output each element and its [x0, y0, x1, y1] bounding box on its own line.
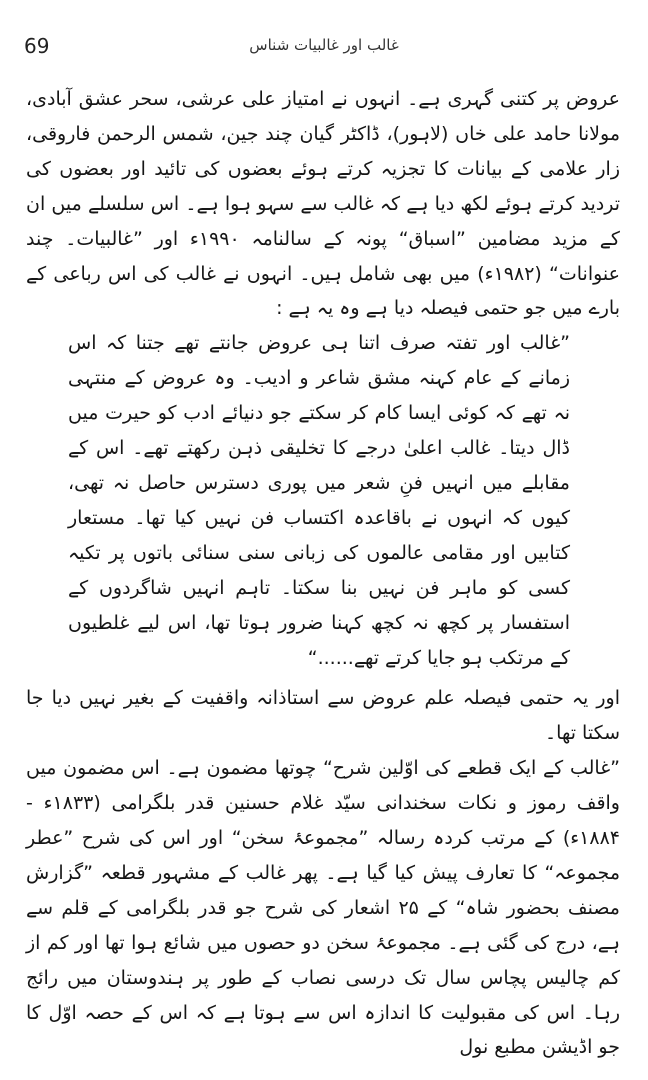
body-text	[26, 82, 620, 1060]
block-quote: ”غالب اور تفتہ صرف اتنا ہی عروض جانتے تھے جتنا کہ اس زمانے کے عام کہنہ مشق شاعر و ادیب۔ وہ عروض کے منتہی نہ تھے کہ کوئی ایسا کام کر سکتے جو دنیائے ادب کو حیرت میں ڈال دیتا۔ غالب اعلیٰ درجے کا تخلیقی ذہن رکھتے تھے۔ اس کے مقابلے میں انہیں فنِ شعر میں پوری دسترس حاصل نہ تھی، کیوں کہ انہوں نے باقاعدہ اکتساب فن نہیں کیا تھا۔ مستعار کتابیں اور مقامی عالموں کی زبانی سنی سنائی باتوں پر تکیہ کسی کو ماہر فن نہیں بنا سکتا۔ تاہم انہیں شاگردوں کے استفسار پر کچھ نہ کچھ کہنا ضرور ہوتا تھا، اس لیے غلطیوں کے مرتکب ہو جایا کرتے تھے......“	[68, 332, 570, 669]
page-number: 69	[24, 34, 50, 58]
running-title: غالب اور غالبیات شناس	[249, 36, 399, 54]
intro-paragraph: عروض پر کتنی گہری ہے۔ انہوں نے امتیاز علی عرشی، سحر عشق آبادی، مولانا حامد علی خاں (لاہور)، ڈاکٹر گیان چند جین، شمس الرحمن فاروقی، زار علامی کے بیانات کا تجزیہ کرتے ہوئے بعضوں کی تائید اور بعضوں کی تردید کرتے ہوئے لکھ دیا ہے کہ غالب سے سہو ہوا ہے۔ اس سلسلے میں ان کے مزید مضامین ”اسباق“ پونہ کے سالنامہ ۱۹۹۰ء اور ”غالبیات۔ چند عنوانات“ (۱۹۸۲ء) میں بھی شامل ہیں۔ انہوں نے غالب کی اس رباعی کے بارے میں جو حتمی فیصلہ دیا ہے وہ یہ ہے :	[26, 88, 620, 320]
second-paragraph: ”غالب کے ایک قطعے کی اوّلین شرح“ چوتھا مضمون ہے۔ اس مضمون میں واقف رموز و نکات سخندانی سیّد غلام حسنین قدر بلگرامی (۱۸۳۳ء - ۱۸۸۴ء) کے مرتب کردہ رسالہ ”مجموعۂ سخن“ اور اس کی شرح ”عطر مجموعہ“ کا تعارف پیش کیا گیا ہے۔ پھر غالب کے مشہور قطعہ ”گزارش مصنف بحضور شاہ“ کے ۲۵ اشعار کی شرح جو قدر بلگرامی کے قلم سے ہے، درج کی گئی ہے۔ مجموعۂ سخن دو حصوں میں شائع ہوا تھا اور کم از کم چالیس پچاس سال تک درسی نصاب کے طور پر ہندوستان میں رائج رہا۔ اس کی مقبولیت کا اندازہ اس سے ہوتا ہے کہ اس کے حصہ اوّل کا جو اڈیشن مطبع نول	[26, 757, 620, 1059]
after-quote-paragraph: اور یہ حتمی فیصلہ علم عروض سے استاذانہ واقفیت کے بغیر نہیں دیا جا سکتا تھا۔	[26, 687, 620, 745]
